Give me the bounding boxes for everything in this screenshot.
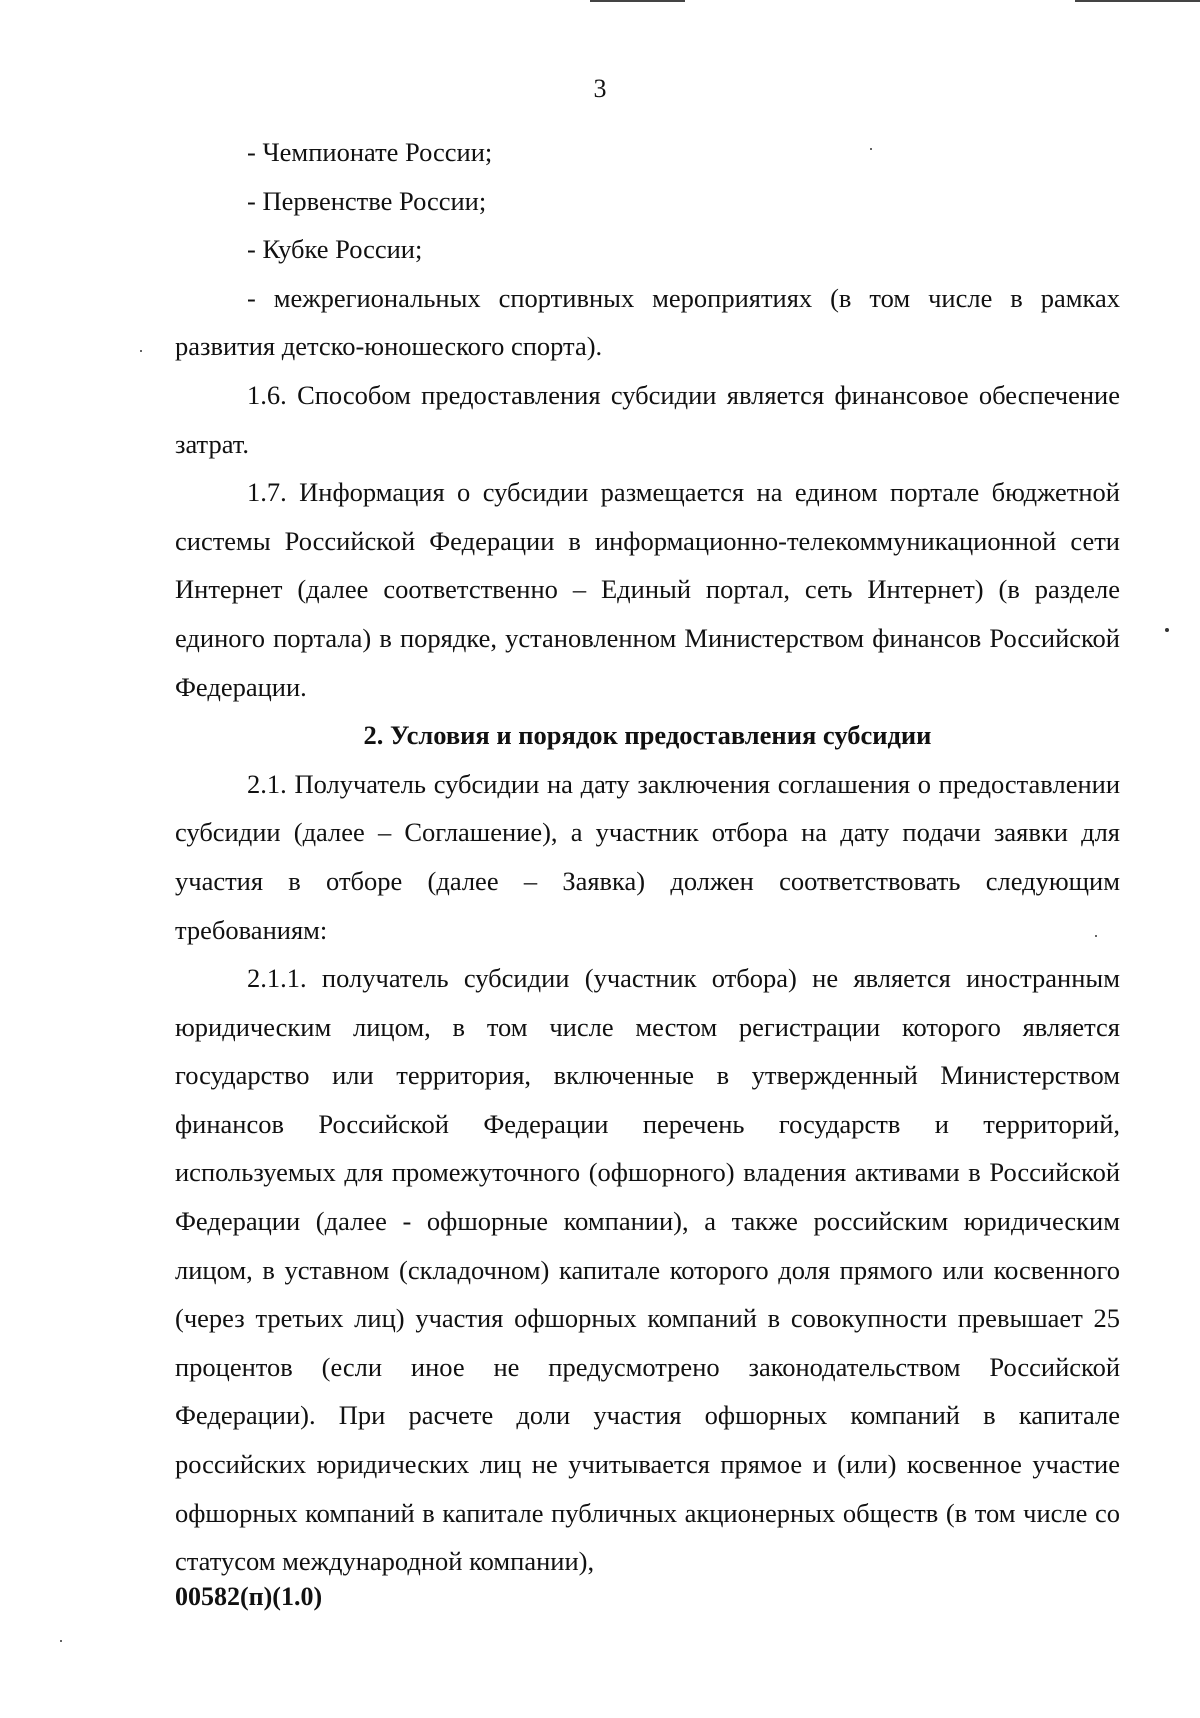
- scan-speck: [140, 350, 142, 352]
- paragraph-1-7: 1.7. Информация о субсидии размещается на едином портале бюджетной системы Российской Федерации в информационно-телекоммуникационной сети Интернет (далее соответственно – Единый портал, сеть Интернет) (в разделе единого портала) в порядке, установленном Министерством финансов Российской Федерации.: [175, 477, 1120, 702]
- list-item: - Чемпионате России;: [247, 137, 493, 167]
- document-code: 00582(п)(1.0): [175, 1582, 323, 1611]
- section-heading: 2. Условия и порядок предоставления субсидии: [363, 720, 932, 751]
- scan-speck: [1095, 935, 1097, 937]
- document-body: [175, 128, 1120, 1586]
- scan-edge-mark: [590, 0, 685, 2]
- scan-edge-mark: [1075, 0, 1200, 2]
- list-item: - межрегиональных спортивных мероприятиях (в том числе в рамках развития детско-юношеского спорта).: [175, 282, 1120, 362]
- scan-speck: [870, 148, 872, 150]
- scan-speck: [60, 1640, 62, 1642]
- paragraph-2-1: 2.1. Получатель субсидии на дату заключения соглашения о предоставлении субсидии (далее – Соглашение), а участник отбора на дату подачи заявки для участия в отборе (далее – Заявка) должен соответствовать следующим требованиям:: [175, 768, 1120, 945]
- list-item: - Первенстве России;: [247, 185, 487, 216]
- paragraph-1-6: 1.6. Способом предоставления субсидии является финансовое обеспечение затрат.: [175, 379, 1120, 459]
- page-number: 3: [593, 74, 607, 103]
- paragraph-2-1-1: 2.1.1. получатель субсидии (участник отбора) не является иностранным юридическим лицом, в том числе местом регистрации которого является государство или территория, включенные в утвержденный Министерством финансов Российской Федерации перечень государств и территорий, используемых для промежуточного (офшорного) владения активами в Российской Федерации (далее - офшорные компании), а также российским юридическим лицом, в уставном (складочном) капитале которого доля прямого или косвенного (через третьих лиц) участия офшорных компаний в совокупности превышает 25 процентов (если иное не предусмотрено законодательством Российской Федерации). При расчете доли участия офшорных компаний в капитале российских юридических лиц не учитывается прямое и (или) косвенное участие офшорных компаний в капитале публичных акционерных обществ (в том числе со статусом международной компании),: [175, 963, 1120, 1577]
- list-item: - Кубке России;: [247, 234, 423, 265]
- scan-speck: [1165, 628, 1169, 632]
